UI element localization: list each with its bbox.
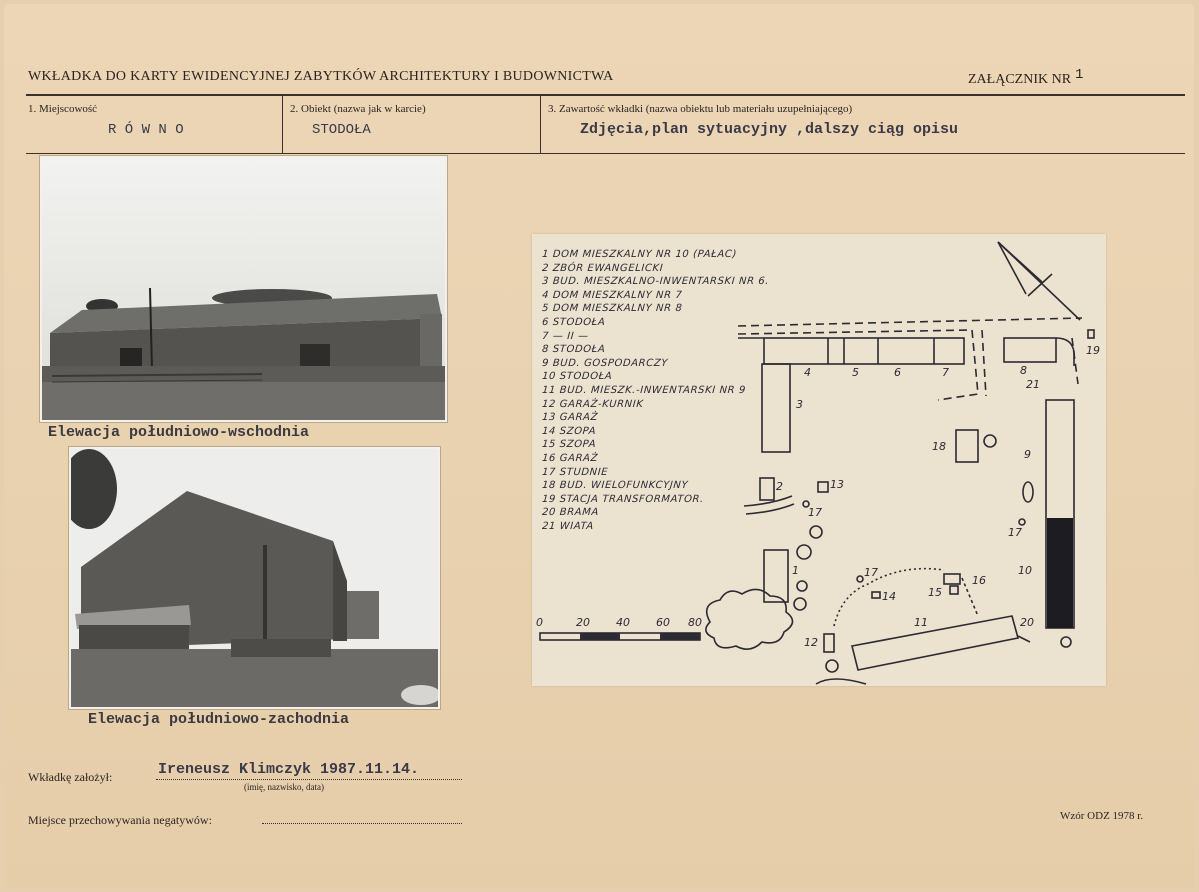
photo2-caption: Elewacja południowo-zachodnia bbox=[88, 711, 350, 728]
legend-item: 4 DOM MIESZKALNY NR 7 bbox=[541, 289, 683, 301]
legend-item: 10 STODOŁA bbox=[541, 371, 613, 383]
building-2 bbox=[760, 478, 774, 500]
content-label: 3. Zawartość wkładki (nazwa obiektu lub materiału uzupełniającego) bbox=[548, 103, 853, 115]
legend-item: 2 ZBÓR EWANGELICKI bbox=[541, 262, 664, 274]
building-3 bbox=[762, 364, 790, 452]
plan-label: 3 bbox=[796, 398, 803, 411]
negatives-label: Miejsce przechowywania negatywów: bbox=[28, 813, 212, 827]
north-arrow-icon bbox=[998, 242, 1080, 320]
legend-item: 7 — II — bbox=[541, 330, 590, 342]
object-label: 2. Obiekt (nazwa jak w karcie) bbox=[290, 103, 426, 115]
place-value: R Ó W N O bbox=[108, 122, 184, 138]
plan-label: 11 bbox=[914, 616, 928, 629]
building-12 bbox=[824, 634, 834, 652]
scale-bar bbox=[540, 633, 700, 640]
plan-label: 17 bbox=[864, 566, 878, 579]
object-value: STODOŁA bbox=[312, 122, 371, 138]
scale-label: 40 bbox=[616, 616, 630, 629]
building-8 bbox=[1004, 338, 1056, 362]
gate-icon bbox=[1061, 637, 1071, 647]
plan-label: 2 bbox=[776, 480, 783, 493]
scale-label: 80 bbox=[688, 616, 702, 629]
plan-label: 14 bbox=[882, 590, 896, 603]
legend-item: 6 STODOŁA bbox=[541, 316, 606, 328]
plan-label: 8 bbox=[1020, 364, 1027, 377]
plan-label: 18 bbox=[932, 440, 946, 453]
plan-label: 7 bbox=[942, 366, 949, 379]
created-hint: (imię, nazwisko, data) bbox=[244, 782, 324, 792]
legend-item: 17 STUDNIE bbox=[541, 466, 609, 478]
attachment-value: 1 bbox=[1075, 67, 1084, 83]
scale-label: 0 bbox=[536, 616, 543, 629]
plan-label: 9 bbox=[1024, 448, 1031, 461]
building-18 bbox=[956, 430, 978, 462]
bushes bbox=[706, 589, 793, 649]
legend-item: 5 DOM MIESZKALNY NR 8 bbox=[541, 303, 683, 315]
plan-label: 15 bbox=[928, 586, 942, 599]
plan-label: 4 bbox=[804, 366, 811, 379]
place-label: 1. Miejscowość bbox=[28, 103, 98, 115]
legend-item: 1 DOM MIESZKALNY NR 10 (PAŁAC) bbox=[541, 249, 738, 260]
building-13 bbox=[818, 482, 828, 492]
plan-label: 21 bbox=[1026, 378, 1040, 391]
legend-item: 15 SZOPA bbox=[541, 439, 597, 451]
photo1-caption: Elewacja południowo-wschodnia bbox=[48, 424, 310, 441]
negatives-dotted-line bbox=[262, 823, 462, 824]
plan-label: 13 bbox=[830, 478, 844, 491]
attachment-number bbox=[968, 67, 1083, 88]
plan-label: 16 bbox=[972, 574, 986, 587]
legend-item: 21 WIATA bbox=[541, 520, 595, 532]
plan-label: 1 bbox=[792, 564, 799, 577]
legend-item: 13 GARAŻ bbox=[541, 412, 599, 424]
fields-rule bbox=[26, 153, 1185, 154]
legend-item: 3 BUD. MIESZKALNO-INWENTARSKI NR 6. bbox=[541, 276, 770, 288]
header-rule bbox=[26, 94, 1185, 96]
site-plan bbox=[532, 234, 1106, 686]
scale-label: 60 bbox=[656, 616, 670, 629]
photo-south-east-elevation bbox=[40, 156, 447, 422]
card-title: WKŁADKA DO KARTY EWIDENCYJNEJ ZABYTKÓW ARCHITEKTURY I BUDOWNICTWA bbox=[28, 69, 614, 84]
barn-photo-1 bbox=[42, 158, 445, 420]
plan-label: 10 bbox=[1018, 564, 1032, 577]
created-dotted-line bbox=[156, 779, 462, 780]
scale-label: 20 bbox=[576, 616, 590, 629]
legend-item: 14 SZOPA bbox=[541, 425, 597, 437]
legend-item: 12 GARAŻ-KURNIK bbox=[541, 398, 644, 410]
plan-label: 12 bbox=[804, 636, 818, 649]
created-label: Wkładkę założył: bbox=[28, 770, 113, 784]
legend-item: 20 BRAMA bbox=[541, 507, 600, 519]
created-value: Ireneusz Klimczyk 1987.11.14. bbox=[158, 761, 420, 778]
plan-label: 19 bbox=[1086, 344, 1100, 357]
legend-item: 18 BUD. WIELOFUNKCYJNY bbox=[541, 480, 689, 492]
legend-item: 19 STACJA TRANSFORMATOR. bbox=[541, 493, 705, 505]
content-value: Zdjęcia,plan sytuacyjny ,dalszy ciąg opisu bbox=[580, 121, 959, 138]
building-11 bbox=[852, 616, 1018, 670]
form-number: Wzór ODZ 1978 r. bbox=[1060, 810, 1144, 822]
plan-label: 17 bbox=[808, 506, 822, 519]
legend-item: 11 BUD. MIESZK.-INWENTARSKI NR 9 bbox=[541, 384, 747, 396]
legend-item: 8 STODOŁA bbox=[541, 344, 606, 356]
legend-item: 16 GARAŻ bbox=[541, 452, 599, 464]
field-divider-2 bbox=[540, 96, 541, 154]
plan-label: 17 bbox=[1008, 526, 1022, 539]
plan-label: 6 bbox=[894, 366, 901, 379]
plan-label: 20 bbox=[1020, 616, 1034, 629]
field-divider-1 bbox=[282, 96, 283, 154]
plan-label: 5 bbox=[852, 366, 859, 379]
attachment-label: ZAŁĄCZNIK NR bbox=[968, 72, 1072, 87]
photo-south-west-elevation bbox=[69, 447, 440, 709]
legend-item: 9 BUD. GOSPODARCZY bbox=[541, 357, 669, 369]
barn-photo-2 bbox=[71, 449, 438, 707]
